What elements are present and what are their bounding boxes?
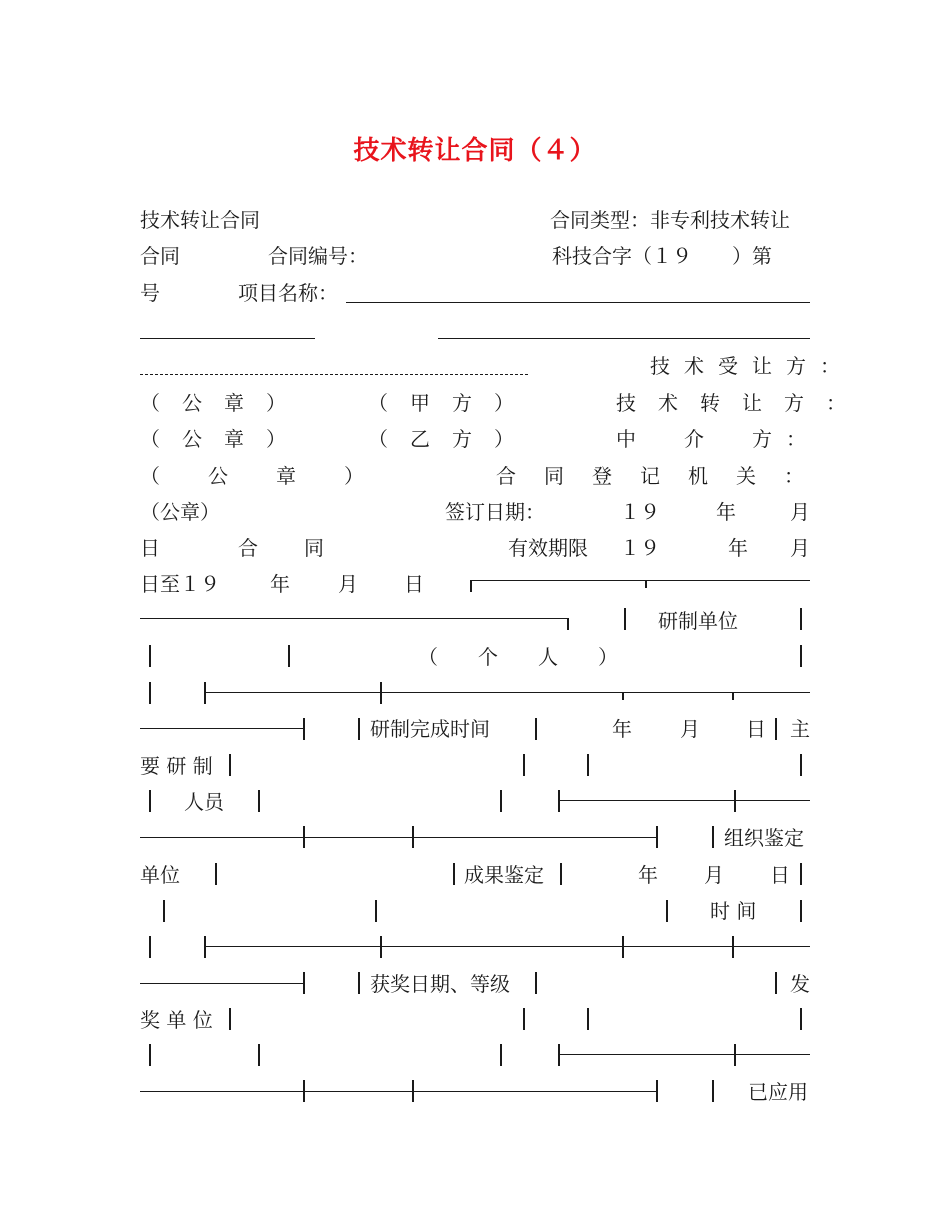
developer-unit-label: 研制单位 xyxy=(658,609,738,633)
table-border xyxy=(204,692,810,693)
contract-name: 技术转让合同 xyxy=(140,208,260,232)
table-border xyxy=(204,682,206,704)
text-line xyxy=(140,966,810,1002)
appraisal-result-label: 成果鉴定 xyxy=(464,863,544,887)
table-border xyxy=(535,718,537,740)
table-border xyxy=(734,1044,736,1066)
text-line xyxy=(140,421,820,457)
signing-date-label: 签订日期： xyxy=(445,500,545,524)
project-name-label: 项目名称： xyxy=(238,281,338,305)
text-line xyxy=(140,458,832,494)
party-a-label: （甲方） xyxy=(368,391,536,415)
document-title: 技术转让合同（４） xyxy=(353,136,597,166)
main-developers-label: 要 研 制 xyxy=(140,754,213,778)
table-border xyxy=(558,800,810,801)
text-fragment: 主 xyxy=(790,717,810,741)
table-border xyxy=(204,936,206,958)
intermediary-label: 中 介 方： xyxy=(616,427,820,451)
table-border xyxy=(800,1008,802,1030)
year-label: 年 xyxy=(716,500,736,524)
table-border xyxy=(558,1044,560,1066)
year-label: 年 xyxy=(638,863,658,887)
individual-label: （ 个 人 ） xyxy=(418,645,618,669)
table-border xyxy=(523,754,525,776)
personnel-label: 人员 xyxy=(184,790,224,814)
seal-label: （ 公 章 ） xyxy=(140,464,378,488)
text-fragment: 号 xyxy=(140,281,160,305)
validity-label: 有效期限 xyxy=(508,536,588,560)
text-line xyxy=(140,1074,810,1110)
text-line xyxy=(140,639,810,675)
text-line xyxy=(140,275,810,311)
contract-type: 合同类型：非专利技术转让 xyxy=(550,208,790,232)
text-line xyxy=(140,893,810,929)
year-prefix: １９ xyxy=(620,500,660,524)
party-b-label: （乙方） xyxy=(368,427,536,451)
table-border xyxy=(380,936,382,958)
assignor-label: 技术转让方： xyxy=(616,391,868,415)
table-border xyxy=(149,936,151,958)
text-line xyxy=(140,202,810,238)
day-label: 日 xyxy=(404,572,424,596)
text-line xyxy=(140,603,810,639)
table-border xyxy=(149,682,151,704)
seal-label: （公章） xyxy=(140,391,308,415)
month-label: 月 xyxy=(680,717,700,741)
text-line xyxy=(140,748,810,784)
table-border xyxy=(535,972,537,994)
unit-label: 单位 xyxy=(140,863,180,887)
day-until-label: 日至１９ xyxy=(140,572,220,596)
table-border xyxy=(800,754,802,776)
year-label: 年 xyxy=(612,717,632,741)
appraisal-org-label: 组织鉴定 xyxy=(724,826,804,850)
year-prefix: １９ xyxy=(620,536,660,560)
table-border xyxy=(587,754,589,776)
table-border xyxy=(229,754,231,776)
text-line xyxy=(140,566,810,602)
table-border xyxy=(380,682,382,704)
seal-label: （公章） xyxy=(140,427,308,451)
text-line xyxy=(140,857,810,893)
table-border xyxy=(258,790,260,812)
table-border xyxy=(229,1008,231,1030)
underline xyxy=(438,338,810,339)
table-border xyxy=(558,1054,810,1055)
table-border xyxy=(622,936,624,958)
table-border xyxy=(732,936,734,958)
table-border xyxy=(558,790,560,812)
contract-number-format: 科技合字（１９ ）第 xyxy=(552,244,772,268)
award-date-level-label: 获奖日期、等级 xyxy=(370,972,510,996)
text-fragment: 合 xyxy=(238,536,258,560)
table-border xyxy=(258,1044,260,1066)
table-border xyxy=(800,608,802,630)
table-border xyxy=(800,900,802,922)
month-label: 月 xyxy=(790,500,810,524)
text-line xyxy=(140,1002,810,1038)
table-border xyxy=(470,580,472,592)
table-border xyxy=(775,718,777,740)
text-line xyxy=(140,494,810,530)
registration-authority-label: 合同登记机关： xyxy=(496,464,832,488)
underline xyxy=(140,338,315,339)
day-label: 日 xyxy=(140,536,160,560)
table-border xyxy=(470,580,810,581)
table-border xyxy=(645,580,647,588)
award-unit-label: 奖 单 位 xyxy=(140,1008,213,1032)
month-label: 月 xyxy=(338,572,358,596)
contract-number-label: 合同编号： xyxy=(268,244,368,268)
project-name-underline xyxy=(346,302,810,303)
assignee-label: 技术受让方： xyxy=(650,354,854,378)
day-label: 日 xyxy=(770,863,790,887)
month-label: 月 xyxy=(790,536,810,560)
year-label: 年 xyxy=(270,572,290,596)
time-label: 时 间 xyxy=(710,899,757,923)
text-line xyxy=(140,530,810,566)
table-border xyxy=(523,1008,525,1030)
applied-label: 已应用 xyxy=(748,1080,808,1104)
text-fragment: 同 xyxy=(304,536,324,560)
table-border xyxy=(204,946,810,947)
table-border xyxy=(800,863,802,885)
day-label: 日 xyxy=(746,717,766,741)
text-fragment: 合同 xyxy=(140,244,180,268)
text-fragment: 发 xyxy=(790,972,810,996)
table-border xyxy=(734,790,736,812)
table-border xyxy=(560,863,562,885)
text-line xyxy=(140,385,868,421)
text-line xyxy=(140,711,810,747)
text-line xyxy=(140,820,810,856)
text-line xyxy=(140,238,810,274)
year-label: 年 xyxy=(728,536,748,560)
table-border xyxy=(453,863,455,885)
text-line xyxy=(140,348,854,384)
table-border xyxy=(732,692,734,700)
month-label: 月 xyxy=(704,863,724,887)
table-border xyxy=(500,1044,502,1066)
table-border xyxy=(500,790,502,812)
table-border xyxy=(800,645,802,667)
table-border xyxy=(149,1044,151,1066)
text-line xyxy=(140,784,810,820)
table-border xyxy=(587,1008,589,1030)
table-border xyxy=(775,972,777,994)
seal-label: （公章） xyxy=(140,500,220,524)
completion-time-label: 研制完成时间 xyxy=(370,717,490,741)
table-border xyxy=(622,692,624,700)
table-border xyxy=(215,863,217,885)
